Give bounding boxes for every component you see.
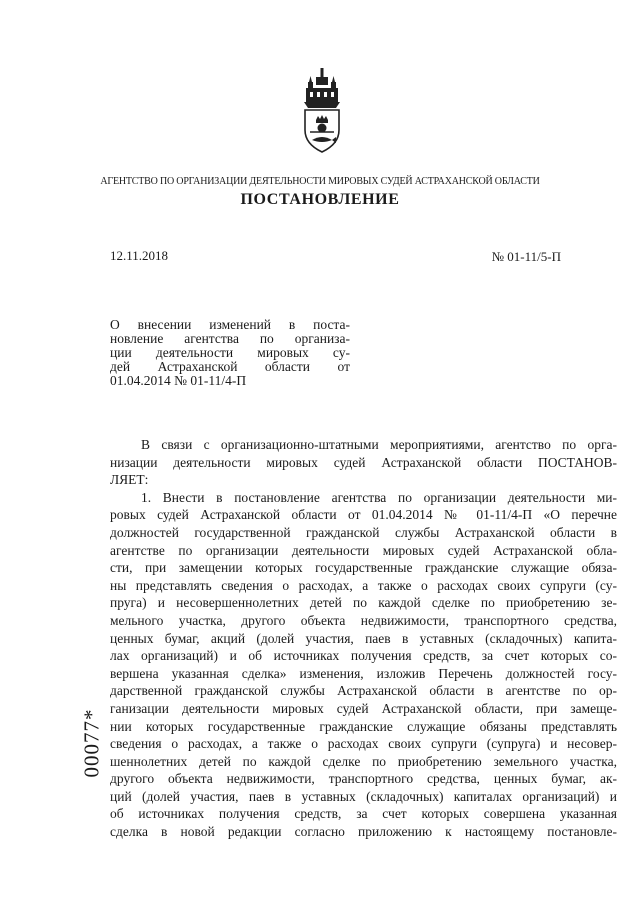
body-line: вершена указанная сделка» изменения, изложив Перечень должностей госу-	[110, 665, 617, 681]
body-line: мельного участка, другого объекта недвижимости, транспортного средства,	[110, 612, 617, 628]
body-line: должностей государственной гражданской службы Астраханской области в	[110, 524, 617, 540]
agency-name: АГЕНТСТВО ПО ОРГАНИЗАЦИИ ДЕЯТЕЛЬНОСТИ МИРОВЫХ СУДЕЙ АСТРАХАНСКОЙ ОБЛАСТИ	[100, 176, 540, 187]
coat-of-arms-icon	[299, 68, 345, 158]
body-line: сти, при замещении которых государственные гражданские служащие обяза-	[110, 560, 617, 576]
body-line: ЛЯЕТ:	[110, 472, 149, 488]
body-line: сведения о расходах, а также о расходах своих супруги (супруга) и несовер-	[110, 736, 617, 752]
body-line: лах организаций) и об источниках получения средств, за счет которых со-	[110, 648, 617, 664]
body-line: агентстве по организации деятельности мировых судей Астраханской обла-	[110, 542, 617, 558]
body-line: ций (долей участия, паев в уставных (складочных) капиталах организаций) и	[110, 788, 617, 804]
body-line: нии которых государственные гражданские служащие обязаны представлять	[110, 718, 617, 734]
body-line: ны представлять сведения о расходах, а также о расходах своих супруги (су-	[110, 577, 617, 593]
document-date: 12.11.2018	[110, 248, 169, 263]
subject-line: 01.04.2014 № 01-11/4-П	[110, 373, 247, 388]
document-number: № 01-11/5-П	[491, 249, 561, 264]
body-line: низации деятельности мировых судей Астраханской области ПОСТАНОВ-	[110, 454, 617, 470]
subject-line: дей Астраханской области от	[110, 359, 350, 374]
body-text	[110, 436, 617, 841]
body-line: об источниках получения средств, за счет которых совершена указанная	[110, 806, 617, 822]
subject-block	[110, 318, 350, 388]
body-line: дарственной гражданской службы Астраханской области в агентстве по ор-	[110, 683, 617, 699]
body-line: ганизации деятельности мировых судей Астраханской области, при замеще-	[110, 700, 617, 716]
document-title: ПОСТАНОВЛЕНИЕ	[240, 191, 400, 208]
registration-stamp	[79, 688, 104, 798]
subject-line: ции деятельности мировых су-	[110, 345, 350, 360]
subject-line: новление агентства по организа-	[110, 331, 350, 346]
registration-stamp-text: 00077*	[79, 708, 104, 778]
body-line: другого объекта недвижимости, транспортного средства, ценных бумаг, ак-	[110, 771, 617, 787]
body-line: ровых судей Астраханской области от 01.04.2014 № 01-11/4-П «О перечне	[110, 507, 617, 523]
body-line: сделка в новой редакции согласно приложению к настоящему постановле-	[110, 824, 617, 840]
body-line: 1. Внести в постановление агентства по организации деятельности ми-	[141, 489, 617, 505]
body-line: шеннолетних детей по каждой сделке по приобретению земельного участка,	[110, 753, 617, 769]
body-line: ценных бумаг, акций (долей участия, паев в уставных (складочных) капита-	[110, 630, 617, 646]
body-line: В связи с организационно-штатными мероприятиями, агентство по орга-	[141, 437, 617, 452]
body-line: пруга) и несовершеннолетних детей по каждой сделке по приобретению зе-	[110, 595, 617, 611]
subject-line: О внесении изменений в поста-	[110, 317, 350, 332]
